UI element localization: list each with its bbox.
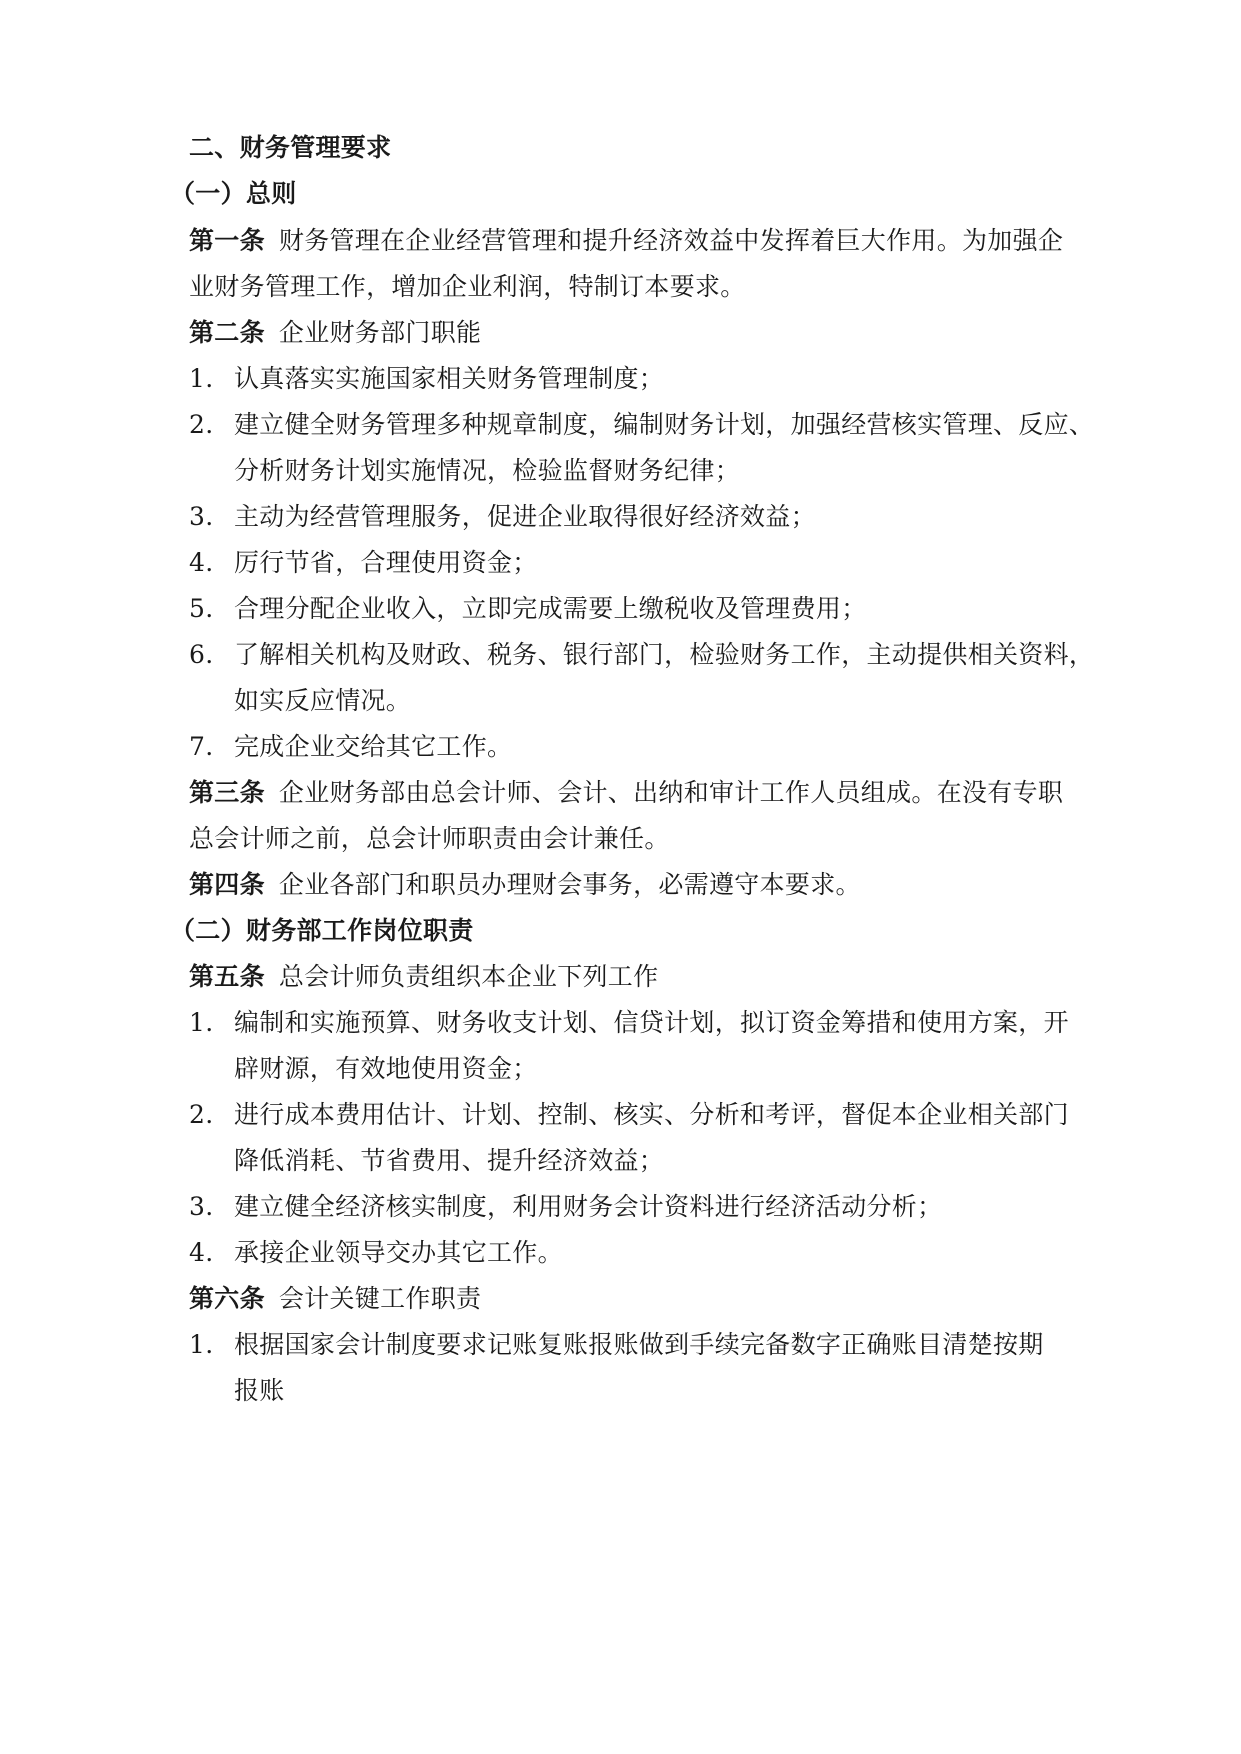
list-item [189,592,867,626]
item-number: 4. [189,1238,214,1267]
list-item [189,1328,1044,1362]
article-5-label: 第五条 [189,962,265,991]
list-item [189,362,664,396]
list-item [189,638,1094,672]
article-1-cont: 业财务管理工作，增加企业利润，特制订本要求。 [189,272,746,301]
item-number: 5. [189,594,214,623]
subsection-duties: （二）财务部工作岗位职责 [170,916,474,945]
list-item [189,1006,1069,1040]
list-item-cont: 如实反应情况。 [234,686,412,715]
article-3-cont: 总会计师之前，总会计师职责由会计兼任。 [189,824,670,853]
item-text: 了解相关机构及财政、税务、银行部门，检验财务工作，主动提供相关资料， [234,640,1095,669]
list-item [189,500,816,534]
article-5-text: 总会计师负责组织本企业下列工作 [278,962,659,991]
item-number: 1. [189,1330,214,1359]
article-2 [189,316,481,350]
item-number: 1. [189,364,214,393]
article-3-text: 企业财务部由总会计师、会计、出纳和审计工作人员组成。在没有专职 [278,778,1064,807]
item-number: 3. [189,1192,214,1221]
section-title: 二、财务管理要求 [189,133,392,162]
item-text: 进行成本费用估计、计划、控制、核实、分析和考评，督促本企业相关部门 [234,1100,1069,1129]
article-5 [189,960,658,994]
article-4 [189,868,861,902]
list-item-cont: 报账 [234,1376,285,1405]
article-2-label: 第二条 [189,318,265,347]
item-text: 合理分配企业收入，立即完成需要上缴税收及管理费用； [234,594,867,623]
list-item [189,408,1094,442]
item-text: 承接企业领导交办其它工作。 [234,1238,563,1267]
list-item [189,546,538,580]
item-text: 编制和实施预算、财务收支计划、信贷计划，拟订资金筹措和使用方案，开 [234,1008,1069,1037]
article-2-text: 企业财务部门职能 [278,318,482,347]
list-item-cont: 辟财源，有效地使用资金； [234,1054,538,1083]
item-number: 1. [189,1008,214,1037]
item-text: 建立健全财务管理多种规章制度，编制财务计划，加强经营核实管理、反应、 [234,410,1095,439]
item-number: 3. [189,502,214,531]
item-text: 认真落实实施国家相关财务管理制度； [234,364,665,393]
item-text: 主动为经营管理服务，促进企业取得很好经济效益； [234,502,816,531]
article-1-label: 第一条 [189,226,265,255]
article-3 [189,776,1063,810]
item-number: 2. [189,1100,214,1129]
list-item [189,1190,942,1224]
list-item-cont: 分析财务计划实施情况，检验监督财务纪律； [234,456,741,485]
article-1 [189,224,1063,258]
article-6 [189,1282,481,1316]
article-6-label: 第六条 [189,1284,265,1313]
subsection-general: （一）总则 [170,179,297,208]
item-number: 6. [189,640,214,669]
item-text: 建立健全经济核实制度，利用财务会计资料进行经济活动分析； [234,1192,943,1221]
article-3-label: 第三条 [189,778,265,807]
list-item-cont: 降低消耗、节省费用、提升经济效益； [234,1146,665,1175]
item-text: 根据国家会计制度要求记账复账报账做到手续完备数字正确账目清楚按期 [234,1330,1044,1359]
article-6-text: 会计关键工作职责 [278,1284,482,1313]
item-number: 4. [189,548,214,577]
list-item [189,1098,1069,1132]
item-text: 完成企业交给其它工作。 [234,732,513,761]
article-4-label: 第四条 [189,870,265,899]
list-item [189,1236,563,1270]
article-4-text: 企业各部门和职员办理财会事务，必需遵守本要求。 [278,870,861,899]
article-1-text: 财务管理在企业经营管理和提升经济效益中发挥着巨大作用。为加强企 [278,226,1064,255]
item-number: 7. [189,732,214,761]
item-number: 2. [189,410,214,439]
list-item [189,730,512,764]
item-text: 厉行节省，合理使用资金； [234,548,538,577]
